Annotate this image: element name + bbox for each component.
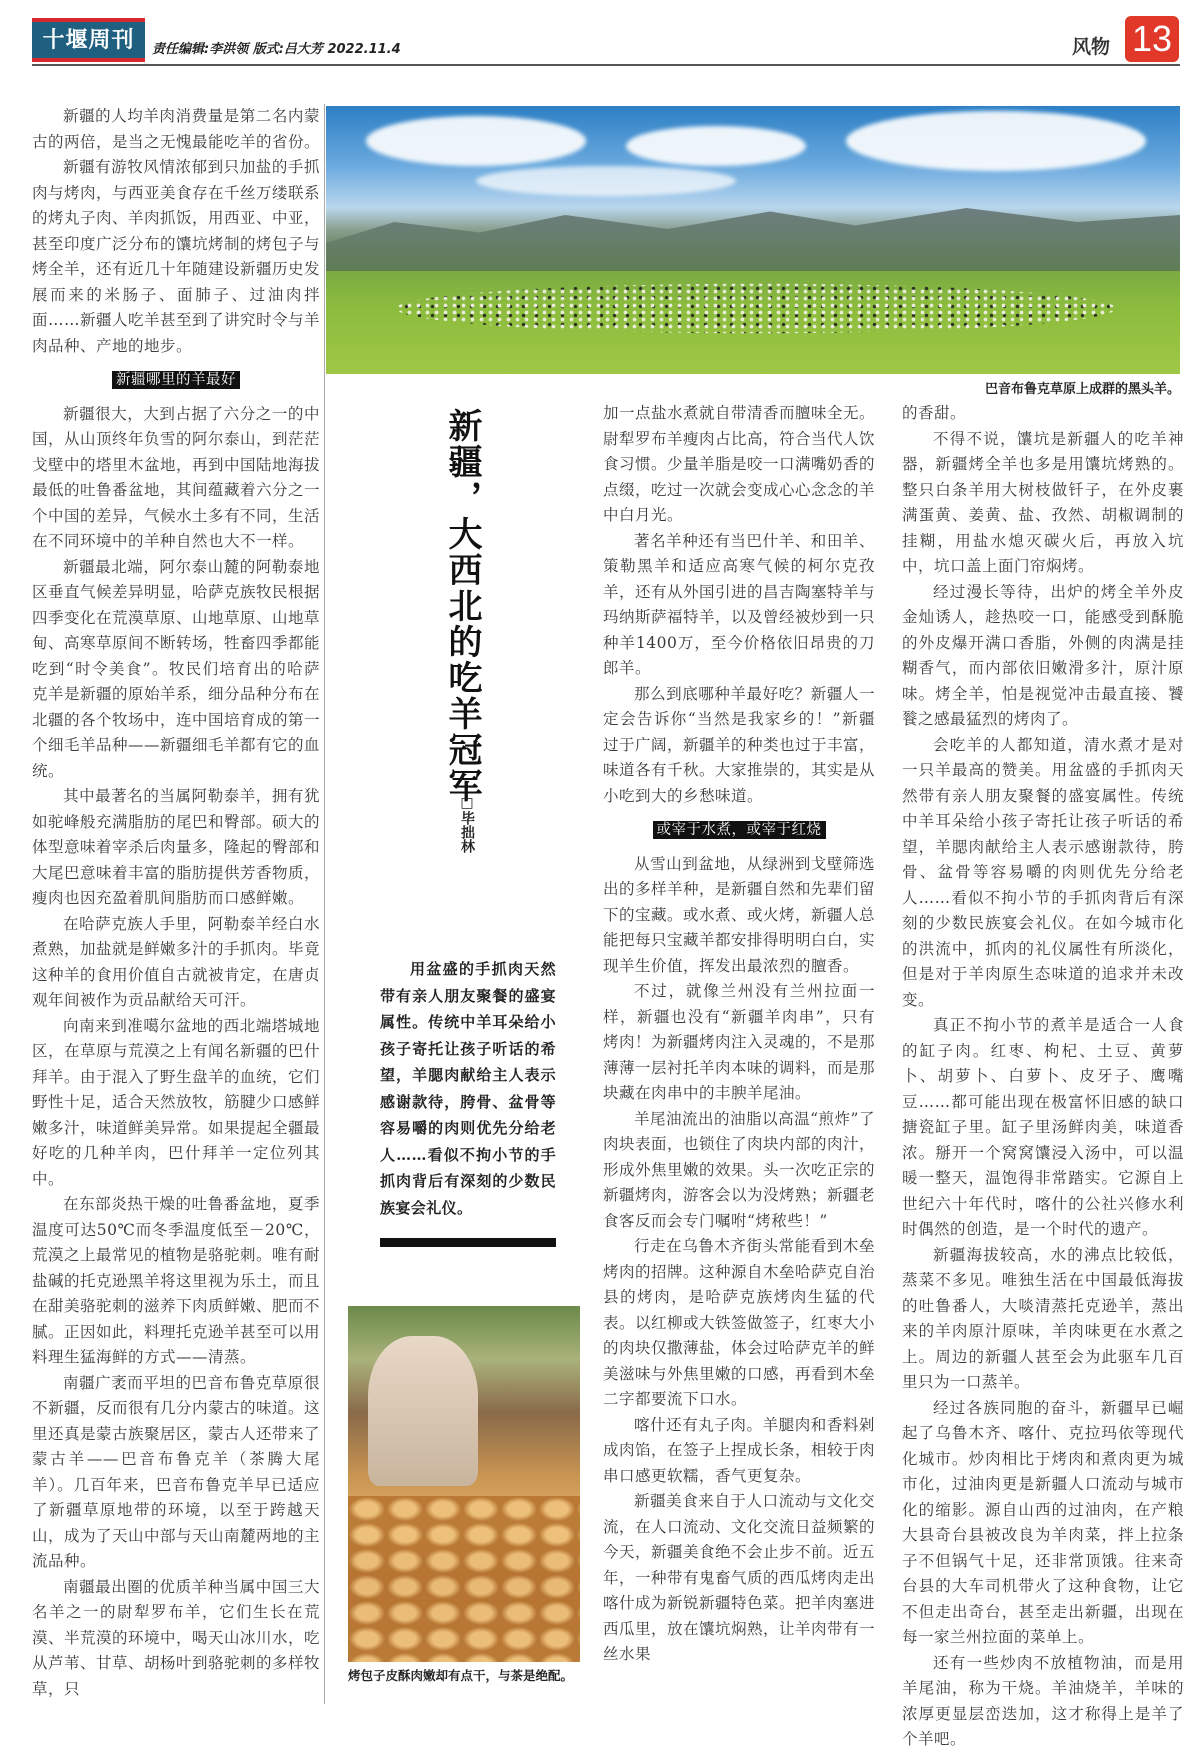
paragraph: 经过漫长等待，出炉的烤全羊外皮金灿诱人，趁热咬一口，能感受到酥脆的外皮爆开满口香脂，外侧的肉满是挂糊香气，而内部依旧嫩滑多汁，原汁原味。烤全羊，怕是视觉冲击最直接、饕餮之感最猛烈的烤肉了。 [902, 582, 1184, 728]
section-heading [32, 367, 320, 394]
baked-buns [348, 1496, 580, 1662]
paragraph: 新疆海拔较高，水的沸点比较低，蒸菜不多见。唯独生活在中国最低海拔的吐鲁番人，大啖清蒸托克逊羊，蒸出来的羊肉原汁原味，羊肉味更在水煮之上。周边的新疆人甚至会为此驱车几百里只为一口蒸羊。 [902, 1245, 1184, 1391]
paragraph: 的香甜。 [902, 404, 967, 422]
article-column-1 [32, 104, 320, 1702]
paragraph: 行走在乌鲁木齐街头常能看到木垒烤肉的招牌。这种源自木垒哈萨克自治县的烤肉，是哈萨克族烤肉生猛的代表。以红柳或大铁签做签子，红枣大小的肉块仅撒薄盐，体会过哈萨克羊的鲜美滋味与外焦里嫩的口感，再看到木垒二字都要流下口水。 [603, 1237, 876, 1408]
paragraph: 在东部炎热干燥的吐鲁番盆地，夏季温度可达50℃而冬季温度低至－20℃，荒漠之上最常见的植物是骆驼刺。唯有耐盐碱的托克逊黑羊将这里视为乐土，而且在甜美骆驼刺的滋养下肉质鲜嫩、肥而不腻。正因如此，料理托克逊羊甚至可以用料理生猛海鲜的方式——清蒸。 [32, 1195, 321, 1366]
baozi-market-photo [348, 1306, 580, 1662]
paragraph: 从雪山到盆地，从绿洲到戈壁筛选出的多样羊种，是新疆自然和先辈们留下的宝藏。或水煮、或火烤，新疆人总能把每只宝藏羊都安排得明明白白，实现羊生价值，挥发出最浓烈的膻香。 [603, 854, 876, 975]
paragraph: 南疆最出圈的优质羊种当属中国三大名羊之一的尉犁罗布羊，它们生长在荒漠、半荒漠的环境中，喝天山冰川水，吃从芦苇、甘草、胡杨叶到骆驼刺的多样牧草，只 [32, 1577, 321, 1698]
editor-credits: 责任编辑:李洪领 版式:吕大芳 2022.11.4 [152, 42, 401, 57]
pull-quote: 用盆盛的手抓肉天然带有亲人朋友聚餐的盛宴属性。传统中羊耳朵给小孩子寄托让孩子听话的希望，羊腮肉献给主人表示感谢款待，胯骨、盆骨等容易嚼的肉则优先分给老人……看似不拘小节的手抓肉背后有深刻的少数民族宴会礼仪。 [380, 960, 556, 1217]
grassland-sheep-photo [326, 106, 1180, 374]
mountains [326, 201, 1180, 271]
paragraph: 真正不拘小节的煮羊是适合一人食的缸子肉。红枣、枸杞、土豆、黄萝卜、胡萝卜、白萝卜、皮牙子、鹰嘴豆……都可能出现在极富怀旧感的缺口搪瓷缸子里。缸子里汤鲜肉美，味道香浓。掰开一个窝窝馕浸入汤中，可以温暖一整天，温饱得非常踏实。它源自上世纪六十年代时，喀什的公社兴修水利时偶然的创造，是一个时代的遗产。 [902, 1016, 1184, 1238]
paragraph: 南疆广袤而平坦的巴音布鲁克草原很不新疆，反而很有几分内蒙古的味道。这里还真是蒙古族聚居区，蒙古人还带来了蒙古羊——巴音布鲁克羊（茶腾大尾羊）。几百年来，巴音布鲁克羊早已适应了新疆草原地带的环境，以至于跨越天山，成为了天山中部与天山南麓两地的主流品种。 [32, 1373, 321, 1570]
paragraph: 不过，就像兰州没有兰州拉面一样，新疆也没有“新疆羊肉串”，只有烤肉！为新疆烤肉注入灵魂的，不是那薄薄一层衬托羊肉本味的调料，而是那块藏在肉串中的丰腴羊尾油。 [603, 982, 876, 1102]
bottom-photo-caption: 烤包子皮酥肉嫩却有点干，与茶是绝配。 [348, 1668, 574, 1683]
pull-quote-bar [380, 1238, 556, 1247]
paragraph: 在哈萨克族人手里，阿勒泰羊经白水煮熟，加盐就是鲜嫩多汁的手抓肉。毕竟这种羊的食用价值自古就被肯定，在唐贞观年间被作为贡品献给天可汗。 [32, 914, 321, 1009]
masthead-logo: 十堰周刊 [32, 18, 145, 62]
paragraph: 向南来到准噶尔盆地的西北端塔城地区，在草原与荒漠之上有闻名新疆的巴什拜羊。由于混入了野生盘羊的血统，它们野性十足，适合天然放牧，筋腱少口感鲜嫩多汁，味道鲜美异常。如果提起全疆最好吃的几种羊肉，巴什拜羊一定位列其中。 [32, 1016, 321, 1188]
paragraph: 新疆最北端，阿尔泰山麓的阿勒泰地区垂直气候差异明显，哈萨克族牧民根据四季变化在荒漠草原、山地草原、山地草甸、高寒草原间不断转场，牲畜四季都能吃到“时令美食”。牧民们培育出的哈萨克羊是新疆的原始羊系，细分品种分布在北疆的各个牧场中，连中国培育成的第一个细毛羊品种——新疆细毛羊都有它的血统。 [32, 557, 321, 780]
cloud [366, 116, 586, 166]
sheep-flock [396, 281, 1116, 336]
author-byline: □毕拙林 [459, 795, 475, 853]
paragraph: 新疆很大，大到占据了六分之一的中国，从山顶终年负雪的阿尔泰山，到茫茫戈壁中的塔里木盆地，再到中国陆地海拔最低的吐鲁番盆地，其间蕴藏着六分之一个中国的差异，气候水土多有不同，生活在不同环境中的羊种自然也大不一样。 [32, 404, 321, 550]
section-heading-text: 新疆哪里的羊最好 [112, 371, 240, 389]
top-photo-caption: 巴音布鲁克草原上成群的黑头羊。 [984, 382, 1180, 397]
header-rule [32, 64, 1180, 66]
section-name: 风物 [1072, 36, 1111, 58]
cloud [846, 111, 1146, 171]
paragraph: 经过各族同胞的奋斗，新疆早已崛起了乌鲁木齐、喀什、克拉玛依等现代化城市。炒肉相比于烤肉和煮肉更为城市化，过油肉更是新疆人口流动与城市化的缩影。源自山西的过油肉，在产粮大县奇台县被改良为羊肉菜，拌上拉条子不但锅气十足，还非常顶饿。往来奇台县的大车司机带火了这种食物，让它不但走出奇台，甚至走出新疆，出现在每一家兰州拉面的菜单上。 [902, 1398, 1184, 1646]
paragraph: 加一点盐水煮就自带清香而膻味全无。尉犁罗布羊瘦肉占比高，符合当代人饮食习惯。少量羊脂是咬一口满嘴奶香的点缀，吃过一次就会变成心心念念的羊中白月光。 [603, 404, 876, 524]
paragraph: 还有一些炒肉不放植物油，而是用羊尾油，称为干烧。羊油烧羊，羊味的浓厚更显层峦迭加，这才称得上是羊了个羊吧。 [902, 1653, 1184, 1748]
paragraph: 新疆的人均羊肉消费量是第二名内蒙古的两倍，是当之无愧最能吃羊的省份。 [32, 107, 321, 151]
cloud [626, 126, 806, 166]
article-column-3 [902, 401, 1184, 1753]
page-number: 13 [1125, 16, 1179, 62]
paragraph: 羊尾油流出的油脂以高温“煎炸”了肉块表面，也锁住了肉块内部的肉汁，形成外焦里嫩的效果。头一次吃正宗的新疆烤肉，游客会以为没烤熟；新疆老食客反而会专门嘱咐“烤秾些！” [603, 1109, 876, 1230]
paragraph: 新疆美食来自于人口流动与文化交流，在人口流动、文化交流日益频繁的今天，新疆美食绝不会止步不前。近五年，一种带有鬼畜气质的西瓜烤肉走出喀什成为新锐新疆特色菜。把羊肉塞进西瓜里，放在馕坑焖熟，让羊肉带有一丝水果 [603, 1492, 876, 1663]
paragraph: 其中最著名的当属阿勒泰羊，拥有犹如驼峰般充满脂肪的尾巴和臀部。硕大的体型意味着宰杀后肉量多，隆起的臀部和大尾巴意味着丰富的脂肪提供芳香物质，瘦肉也因充盈着肌间脂肪而口感鲜嫩。 [32, 787, 321, 907]
paragraph: 不得不说，馕坑是新疆人的吃羊神器，新疆烤全羊也多是用馕坑烤熟的。整只白条羊用大树枝做钎子，在外皮裹满蛋黄、姜黄、盐、孜然、胡椒调制的挂糊，用盐水熄灭碳火后，再放入坑中，坑口盖上面门帘焖烤。 [902, 429, 1184, 575]
paragraph: 那么到底哪种羊最好吃？新疆人一定会告诉你“当然是我家乡的！”新疆过于广阔，新疆羊的种类也过于丰富，味道各有千秋。大家推崇的，其实是从小吃到大的乡愁味道。 [603, 684, 876, 805]
section-heading [603, 817, 875, 844]
cloud [476, 166, 736, 196]
paragraph: 会吃羊的人都知道，清水煮才是对一只羊最高的赞美。用盆盛的手抓肉天然带有亲人朋友聚餐的盛宴属性。传统中羊耳朵给小孩子寄托让孩子听话的希望，羊腮肉献给主人表示感谢款待，胯骨、盆骨等容易嚼的肉则优先分给老人……看似不拘小节的手抓肉背后有深刻的少数民族宴会礼仪。在如今城市化的洪流中，抓肉的礼仪属性有所淡化，但是对于羊肉原生态味道的追求并未改变。 [902, 735, 1184, 1009]
article-column-2 [603, 401, 875, 1668]
section-heading-text: 或宰于水煮，或宰于红烧 [653, 821, 826, 839]
article-title: 新疆，大西北的吃羊冠军 [442, 408, 482, 804]
column-divider [324, 104, 325, 1704]
paragraph: 喀什还有丸子肉。羊腿肉和香料剁成肉馅，在签子上捏成长条，相较于肉串口感更软糯，香气更复杂。 [603, 1415, 876, 1485]
paragraph: 著名羊种还有当巴什羊、和田羊、策勒黑羊和适应高寒气候的柯尔克孜羊，还有从外国引进的昌吉陶塞特羊与玛纳斯萨福特羊，以及曾经被炒到一只种羊1400万，至今价格依旧昂贵的刀郎羊。 [603, 531, 876, 677]
vendor-figure [368, 1336, 478, 1486]
paragraph: 新疆有游牧风情浓郁到只加盐的手抓肉与烤肉，与西亚美食存在千丝万缕联系的烤丸子肉、羊肉抓饭，用西亚、中亚，甚至印度广泛分布的馕坑烤制的烤包子与烤全羊，还有近几十年随建设新疆历史发展而来的米肠子、面肺子、过油肉拌面……新疆人吃羊甚至到了讲究时令与羊肉品种、产地的地步。 [32, 158, 321, 355]
